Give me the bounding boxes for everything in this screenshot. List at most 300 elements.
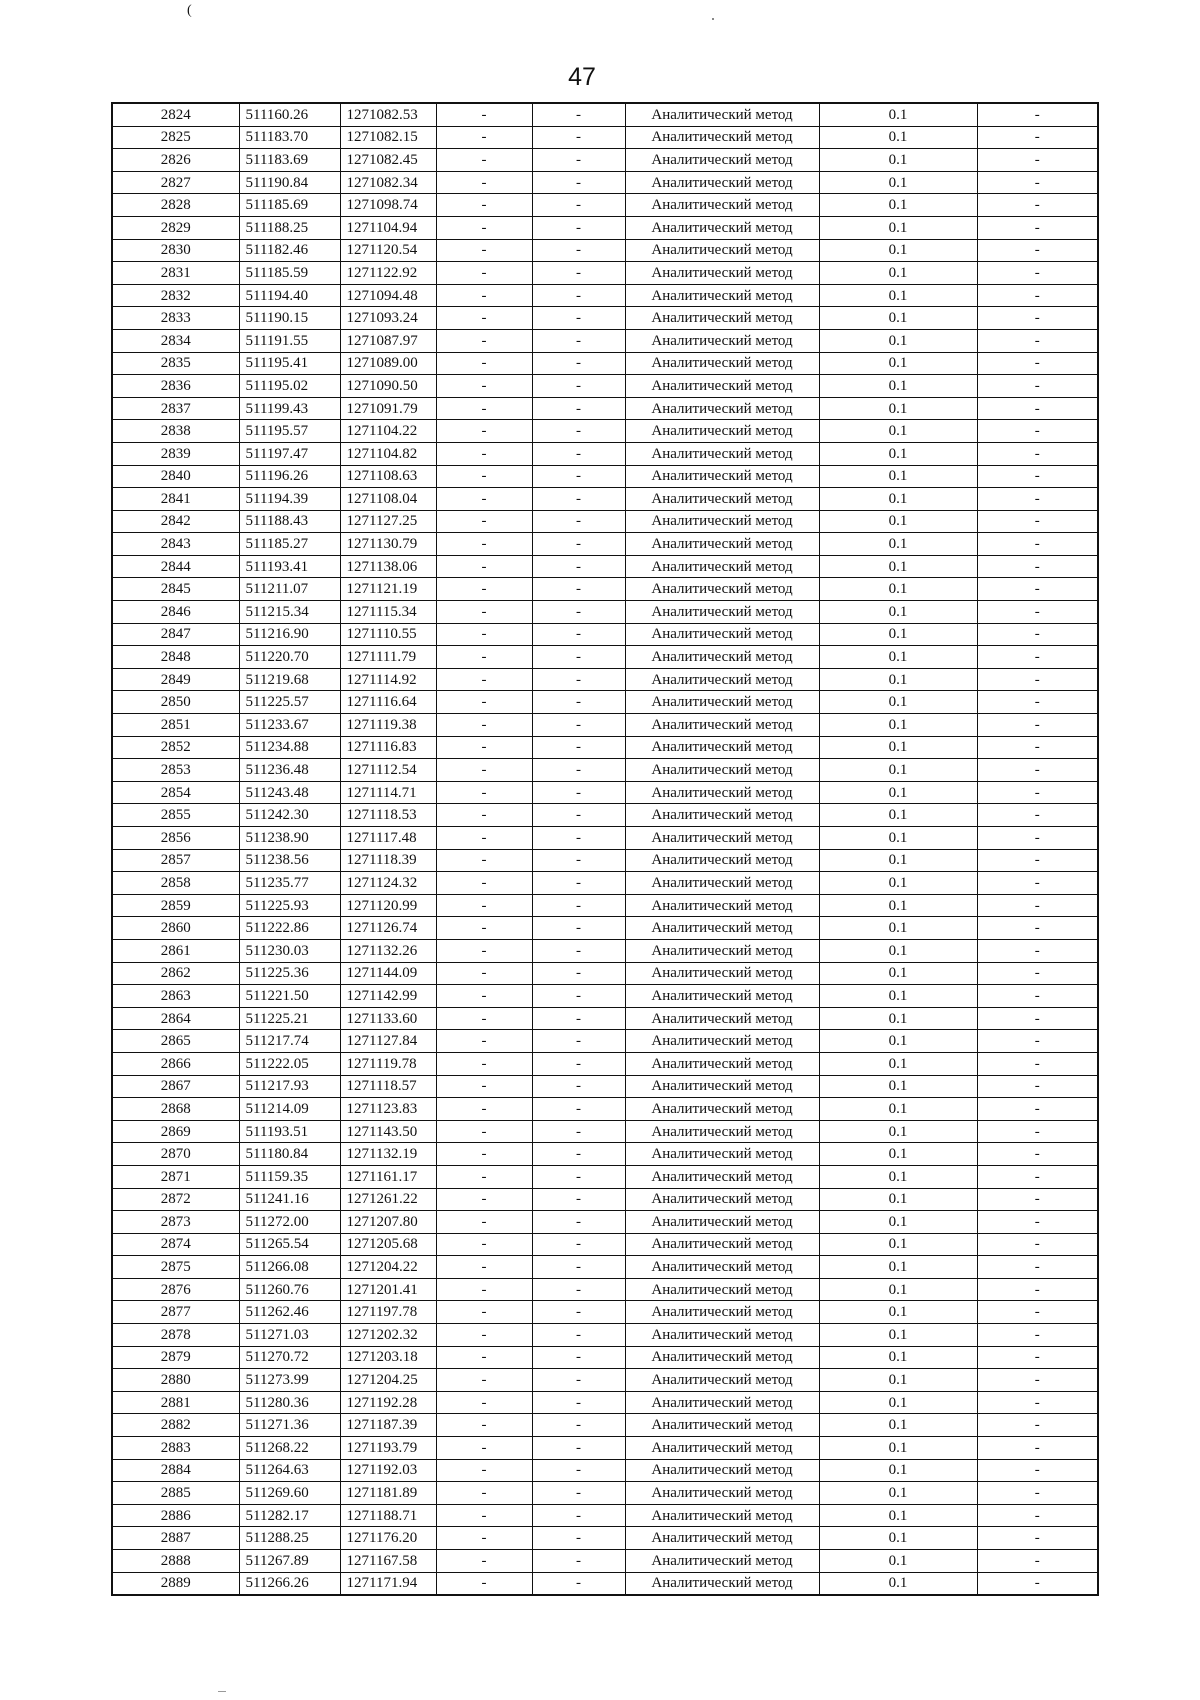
empty-cell-b: - <box>532 1527 625 1550</box>
y-coordinate-cell: 1271094.48 <box>340 284 436 307</box>
y-coordinate-cell: 1271132.19 <box>340 1143 436 1166</box>
table-row <box>112 804 1098 827</box>
empty-cell-b: - <box>532 329 625 352</box>
empty-cell-a: - <box>436 1075 532 1098</box>
table-row <box>112 759 1098 782</box>
empty-cell-c: - <box>977 1301 1098 1324</box>
point-number-cell: 2841 <box>112 488 239 511</box>
accuracy-cell: 0.1 <box>819 1278 977 1301</box>
y-coordinate-cell: 1271123.83 <box>340 1098 436 1121</box>
empty-cell-b: - <box>532 1482 625 1505</box>
y-coordinate-cell: 1271112.54 <box>340 759 436 782</box>
table-row <box>112 1052 1098 1075</box>
empty-cell-a: - <box>436 1143 532 1166</box>
table-row <box>112 1098 1098 1121</box>
table-row <box>112 1324 1098 1347</box>
table-row <box>112 1482 1098 1505</box>
point-number-cell: 2836 <box>112 375 239 398</box>
empty-cell-b: - <box>532 1211 625 1234</box>
empty-cell-a: - <box>436 601 532 624</box>
y-coordinate-cell: 1271187.39 <box>340 1414 436 1437</box>
method-cell: Аналитический метод <box>625 1437 819 1460</box>
method-cell: Аналитический метод <box>625 849 819 872</box>
method-cell: Аналитический метод <box>625 352 819 375</box>
table-row <box>112 668 1098 691</box>
point-number-cell: 2837 <box>112 397 239 420</box>
method-cell: Аналитический метод <box>625 375 819 398</box>
empty-cell-c: - <box>977 1143 1098 1166</box>
accuracy-cell: 0.1 <box>819 1346 977 1369</box>
method-cell: Аналитический метод <box>625 284 819 307</box>
empty-cell-a: - <box>436 985 532 1008</box>
method-cell: Аналитический метод <box>625 1527 819 1550</box>
empty-cell-b: - <box>532 1278 625 1301</box>
empty-cell-a: - <box>436 284 532 307</box>
point-number-cell: 2884 <box>112 1459 239 1482</box>
empty-cell-a: - <box>436 827 532 850</box>
empty-cell-b: - <box>532 827 625 850</box>
empty-cell-b: - <box>532 1188 625 1211</box>
x-coordinate-cell: 511199.43 <box>239 397 340 420</box>
empty-cell-a: - <box>436 1211 532 1234</box>
y-coordinate-cell: 1271171.94 <box>340 1572 436 1595</box>
accuracy-cell: 0.1 <box>819 465 977 488</box>
point-number-cell: 2846 <box>112 601 239 624</box>
empty-cell-c: - <box>977 1324 1098 1347</box>
x-coordinate-cell: 511221.50 <box>239 985 340 1008</box>
x-coordinate-cell: 511216.90 <box>239 623 340 646</box>
empty-cell-c: - <box>977 1098 1098 1121</box>
table-row <box>112 646 1098 669</box>
accuracy-cell: 0.1 <box>819 1414 977 1437</box>
point-number-cell: 2842 <box>112 510 239 533</box>
empty-cell-a: - <box>436 623 532 646</box>
empty-cell-a: - <box>436 917 532 940</box>
y-coordinate-cell: 1271108.04 <box>340 488 436 511</box>
x-coordinate-cell: 511288.25 <box>239 1527 340 1550</box>
empty-cell-a: - <box>436 1188 532 1211</box>
empty-cell-b: - <box>532 171 625 194</box>
accuracy-cell: 0.1 <box>819 1188 977 1211</box>
x-coordinate-cell: 511195.02 <box>239 375 340 398</box>
x-coordinate-cell: 511235.77 <box>239 872 340 895</box>
point-number-cell: 2860 <box>112 917 239 940</box>
point-number-cell: 2873 <box>112 1211 239 1234</box>
empty-cell-c: - <box>977 1165 1098 1188</box>
empty-cell-c: - <box>977 375 1098 398</box>
empty-cell-b: - <box>532 691 625 714</box>
x-coordinate-cell: 511180.84 <box>239 1143 340 1166</box>
table-row <box>112 985 1098 1008</box>
accuracy-cell: 0.1 <box>819 103 977 126</box>
method-cell: Аналитический метод <box>625 442 819 465</box>
point-number-cell: 2825 <box>112 126 239 149</box>
point-number-cell: 2832 <box>112 284 239 307</box>
empty-cell-a: - <box>436 307 532 330</box>
empty-cell-b: - <box>532 714 625 737</box>
table-row <box>112 420 1098 443</box>
x-coordinate-cell: 511270.72 <box>239 1346 340 1369</box>
empty-cell-b: - <box>532 555 625 578</box>
table-row <box>112 1459 1098 1482</box>
accuracy-cell: 0.1 <box>819 488 977 511</box>
y-coordinate-cell: 1271205.68 <box>340 1233 436 1256</box>
empty-cell-c: - <box>977 962 1098 985</box>
empty-cell-b: - <box>532 939 625 962</box>
empty-cell-b: - <box>532 103 625 126</box>
empty-cell-a: - <box>436 103 532 126</box>
x-coordinate-cell: 511230.03 <box>239 939 340 962</box>
table-row <box>112 1527 1098 1550</box>
method-cell: Аналитический метод <box>625 533 819 556</box>
empty-cell-a: - <box>436 533 532 556</box>
accuracy-cell: 0.1 <box>819 1098 977 1121</box>
y-coordinate-cell: 1271127.84 <box>340 1030 436 1053</box>
accuracy-cell: 0.1 <box>819 1052 977 1075</box>
empty-cell-c: - <box>977 1346 1098 1369</box>
table-row <box>112 1143 1098 1166</box>
table-row <box>112 216 1098 239</box>
empty-cell-c: - <box>977 171 1098 194</box>
coordinates-table <box>111 102 1099 1596</box>
accuracy-cell: 0.1 <box>819 1165 977 1188</box>
x-coordinate-cell: 511262.46 <box>239 1301 340 1324</box>
accuracy-cell: 0.1 <box>819 194 977 217</box>
y-coordinate-cell: 1271188.71 <box>340 1504 436 1527</box>
x-coordinate-cell: 511271.03 <box>239 1324 340 1347</box>
point-number-cell: 2867 <box>112 1075 239 1098</box>
x-coordinate-cell: 511269.60 <box>239 1482 340 1505</box>
point-number-cell: 2840 <box>112 465 239 488</box>
table-row <box>112 262 1098 285</box>
point-number-cell: 2887 <box>112 1527 239 1550</box>
x-coordinate-cell: 511188.43 <box>239 510 340 533</box>
empty-cell-a: - <box>436 646 532 669</box>
y-coordinate-cell: 1271108.63 <box>340 465 436 488</box>
accuracy-cell: 0.1 <box>819 1504 977 1527</box>
point-number-cell: 2870 <box>112 1143 239 1166</box>
method-cell: Аналитический метод <box>625 194 819 217</box>
table-row <box>112 239 1098 262</box>
method-cell: Аналитический метод <box>625 1369 819 1392</box>
method-cell: Аналитический метод <box>625 1414 819 1437</box>
x-coordinate-cell: 511160.26 <box>239 103 340 126</box>
empty-cell-c: - <box>977 736 1098 759</box>
empty-cell-a: - <box>436 1369 532 1392</box>
empty-cell-c: - <box>977 1504 1098 1527</box>
accuracy-cell: 0.1 <box>819 1075 977 1098</box>
point-number-cell: 2877 <box>112 1301 239 1324</box>
method-cell: Аналитический метод <box>625 216 819 239</box>
method-cell: Аналитический метод <box>625 149 819 172</box>
y-coordinate-cell: 1271093.24 <box>340 307 436 330</box>
empty-cell-c: - <box>977 939 1098 962</box>
method-cell: Аналитический метод <box>625 126 819 149</box>
point-number-cell: 2857 <box>112 849 239 872</box>
y-coordinate-cell: 1271090.50 <box>340 375 436 398</box>
accuracy-cell: 0.1 <box>819 329 977 352</box>
x-coordinate-cell: 511243.48 <box>239 781 340 804</box>
accuracy-cell: 0.1 <box>819 1301 977 1324</box>
empty-cell-c: - <box>977 578 1098 601</box>
point-number-cell: 2872 <box>112 1188 239 1211</box>
empty-cell-a: - <box>436 442 532 465</box>
empty-cell-a: - <box>436 1391 532 1414</box>
x-coordinate-cell: 511185.27 <box>239 533 340 556</box>
method-cell: Аналитический метод <box>625 1120 819 1143</box>
empty-cell-c: - <box>977 1482 1098 1505</box>
method-cell: Аналитический метод <box>625 1233 819 1256</box>
point-number-cell: 2854 <box>112 781 239 804</box>
table-row <box>112 894 1098 917</box>
table-row <box>112 1572 1098 1595</box>
empty-cell-c: - <box>977 555 1098 578</box>
x-coordinate-cell: 511266.26 <box>239 1572 340 1595</box>
accuracy-cell: 0.1 <box>819 126 977 149</box>
empty-cell-a: - <box>436 397 532 420</box>
method-cell: Аналитический метод <box>625 917 819 940</box>
empty-cell-b: - <box>532 1369 625 1392</box>
point-number-cell: 2889 <box>112 1572 239 1595</box>
empty-cell-b: - <box>532 1165 625 1188</box>
empty-cell-b: - <box>532 1572 625 1595</box>
y-coordinate-cell: 1271118.57 <box>340 1075 436 1098</box>
point-number-cell: 2839 <box>112 442 239 465</box>
table-row <box>112 533 1098 556</box>
point-number-cell: 2862 <box>112 962 239 985</box>
y-coordinate-cell: 1271120.54 <box>340 239 436 262</box>
method-cell: Аналитический метод <box>625 1030 819 1053</box>
empty-cell-b: - <box>532 1437 625 1460</box>
empty-cell-c: - <box>977 985 1098 1008</box>
table-row <box>112 1007 1098 1030</box>
empty-cell-b: - <box>532 1052 625 1075</box>
empty-cell-a: - <box>436 894 532 917</box>
empty-cell-b: - <box>532 442 625 465</box>
empty-cell-c: - <box>977 1007 1098 1030</box>
method-cell: Аналитический метод <box>625 668 819 691</box>
method-cell: Аналитический метод <box>625 465 819 488</box>
x-coordinate-cell: 511185.69 <box>239 194 340 217</box>
method-cell: Аналитический метод <box>625 103 819 126</box>
empty-cell-b: - <box>532 872 625 895</box>
empty-cell-b: - <box>532 1346 625 1369</box>
y-coordinate-cell: 1271207.80 <box>340 1211 436 1234</box>
empty-cell-a: - <box>436 171 532 194</box>
empty-cell-a: - <box>436 578 532 601</box>
method-cell: Аналитический метод <box>625 1075 819 1098</box>
x-coordinate-cell: 511211.07 <box>239 578 340 601</box>
empty-cell-a: - <box>436 1504 532 1527</box>
empty-cell-b: - <box>532 759 625 782</box>
empty-cell-a: - <box>436 668 532 691</box>
point-number-cell: 2852 <box>112 736 239 759</box>
method-cell: Аналитический метод <box>625 1007 819 1030</box>
x-coordinate-cell: 511271.36 <box>239 1414 340 1437</box>
empty-cell-a: - <box>436 872 532 895</box>
empty-cell-c: - <box>977 1120 1098 1143</box>
empty-cell-b: - <box>532 1030 625 1053</box>
empty-cell-c: - <box>977 1369 1098 1392</box>
method-cell: Аналитический метод <box>625 1459 819 1482</box>
accuracy-cell: 0.1 <box>819 781 977 804</box>
x-coordinate-cell: 511219.68 <box>239 668 340 691</box>
empty-cell-c: - <box>977 1030 1098 1053</box>
accuracy-cell: 0.1 <box>819 1233 977 1256</box>
point-number-cell: 2844 <box>112 555 239 578</box>
point-number-cell: 2868 <box>112 1098 239 1121</box>
y-coordinate-cell: 1271126.74 <box>340 917 436 940</box>
y-coordinate-cell: 1271181.89 <box>340 1482 436 1505</box>
table-row <box>112 781 1098 804</box>
empty-cell-c: - <box>977 352 1098 375</box>
table-row <box>112 1233 1098 1256</box>
accuracy-cell: 0.1 <box>819 691 977 714</box>
accuracy-cell: 0.1 <box>819 1527 977 1550</box>
empty-cell-b: - <box>532 962 625 985</box>
empty-cell-c: - <box>977 1188 1098 1211</box>
table-row <box>112 872 1098 895</box>
accuracy-cell: 0.1 <box>819 1369 977 1392</box>
point-number-cell: 2848 <box>112 646 239 669</box>
accuracy-cell: 0.1 <box>819 736 977 759</box>
empty-cell-c: - <box>977 646 1098 669</box>
method-cell: Аналитический метод <box>625 1278 819 1301</box>
empty-cell-a: - <box>436 262 532 285</box>
empty-cell-b: - <box>532 397 625 420</box>
empty-cell-b: - <box>532 601 625 624</box>
x-coordinate-cell: 511183.69 <box>239 149 340 172</box>
empty-cell-c: - <box>977 849 1098 872</box>
empty-cell-c: - <box>977 194 1098 217</box>
empty-cell-a: - <box>436 714 532 737</box>
y-coordinate-cell: 1271089.00 <box>340 352 436 375</box>
point-number-cell: 2865 <box>112 1030 239 1053</box>
accuracy-cell: 0.1 <box>819 149 977 172</box>
empty-cell-b: - <box>532 1459 625 1482</box>
empty-cell-a: - <box>436 804 532 827</box>
table-row <box>112 1278 1098 1301</box>
empty-cell-a: - <box>436 1482 532 1505</box>
scan-corner-mark: ( <box>187 3 192 18</box>
empty-cell-b: - <box>532 1391 625 1414</box>
empty-cell-c: - <box>977 804 1098 827</box>
empty-cell-a: - <box>436 1301 532 1324</box>
empty-cell-c: - <box>977 894 1098 917</box>
accuracy-cell: 0.1 <box>819 849 977 872</box>
empty-cell-a: - <box>436 1120 532 1143</box>
empty-cell-a: - <box>436 1572 532 1595</box>
empty-cell-c: - <box>977 307 1098 330</box>
accuracy-cell: 0.1 <box>819 1459 977 1482</box>
empty-cell-c: - <box>977 149 1098 172</box>
empty-cell-b: - <box>532 510 625 533</box>
table-row <box>112 1550 1098 1573</box>
point-number-cell: 2876 <box>112 1278 239 1301</box>
empty-cell-a: - <box>436 962 532 985</box>
point-number-cell: 2875 <box>112 1256 239 1279</box>
y-coordinate-cell: 1271192.28 <box>340 1391 436 1414</box>
method-cell: Аналитический метод <box>625 736 819 759</box>
empty-cell-c: - <box>977 262 1098 285</box>
table-row <box>112 329 1098 352</box>
x-coordinate-cell: 511266.08 <box>239 1256 340 1279</box>
table-row <box>112 375 1098 398</box>
accuracy-cell: 0.1 <box>819 668 977 691</box>
y-coordinate-cell: 1271130.79 <box>340 533 436 556</box>
x-coordinate-cell: 511282.17 <box>239 1504 340 1527</box>
table-row <box>112 397 1098 420</box>
table-row <box>112 1504 1098 1527</box>
empty-cell-b: - <box>532 1075 625 1098</box>
empty-cell-b: - <box>532 1324 625 1347</box>
x-coordinate-cell: 511220.70 <box>239 646 340 669</box>
table-row <box>112 194 1098 217</box>
empty-cell-c: - <box>977 442 1098 465</box>
table-row <box>112 555 1098 578</box>
y-coordinate-cell: 1271261.22 <box>340 1188 436 1211</box>
empty-cell-b: - <box>532 781 625 804</box>
table-row <box>112 827 1098 850</box>
method-cell: Аналитический метод <box>625 1346 819 1369</box>
method-cell: Аналитический метод <box>625 691 819 714</box>
empty-cell-b: - <box>532 917 625 940</box>
method-cell: Аналитический метод <box>625 329 819 352</box>
y-coordinate-cell: 1271104.94 <box>340 216 436 239</box>
empty-cell-b: - <box>532 623 625 646</box>
empty-cell-b: - <box>532 420 625 443</box>
accuracy-cell: 0.1 <box>819 397 977 420</box>
empty-cell-a: - <box>436 1550 532 1573</box>
accuracy-cell: 0.1 <box>819 555 977 578</box>
empty-cell-b: - <box>532 239 625 262</box>
empty-cell-a: - <box>436 1165 532 1188</box>
table-row <box>112 149 1098 172</box>
point-number-cell: 2850 <box>112 691 239 714</box>
y-coordinate-cell: 1271115.34 <box>340 601 436 624</box>
accuracy-cell: 0.1 <box>819 714 977 737</box>
accuracy-cell: 0.1 <box>819 442 977 465</box>
empty-cell-a: - <box>436 488 532 511</box>
point-number-cell: 2830 <box>112 239 239 262</box>
x-coordinate-cell: 511238.56 <box>239 849 340 872</box>
empty-cell-c: - <box>977 1437 1098 1460</box>
accuracy-cell: 0.1 <box>819 1256 977 1279</box>
method-cell: Аналитический метод <box>625 962 819 985</box>
method-cell: Аналитический метод <box>625 1143 819 1166</box>
method-cell: Аналитический метод <box>625 1188 819 1211</box>
y-coordinate-cell: 1271143.50 <box>340 1120 436 1143</box>
x-coordinate-cell: 511195.57 <box>239 420 340 443</box>
accuracy-cell: 0.1 <box>819 1007 977 1030</box>
point-number-cell: 2838 <box>112 420 239 443</box>
point-number-cell: 2866 <box>112 1052 239 1075</box>
table-row <box>112 578 1098 601</box>
empty-cell-b: - <box>532 352 625 375</box>
accuracy-cell: 0.1 <box>819 578 977 601</box>
x-coordinate-cell: 511185.59 <box>239 262 340 285</box>
table-row <box>112 352 1098 375</box>
method-cell: Аналитический метод <box>625 872 819 895</box>
empty-cell-a: - <box>436 1324 532 1347</box>
y-coordinate-cell: 1271114.71 <box>340 781 436 804</box>
empty-cell-c: - <box>977 1278 1098 1301</box>
empty-cell-a: - <box>436 781 532 804</box>
point-number-cell: 2885 <box>112 1482 239 1505</box>
x-coordinate-cell: 511193.41 <box>239 555 340 578</box>
method-cell: Аналитический метод <box>625 1572 819 1595</box>
table-row <box>112 601 1098 624</box>
